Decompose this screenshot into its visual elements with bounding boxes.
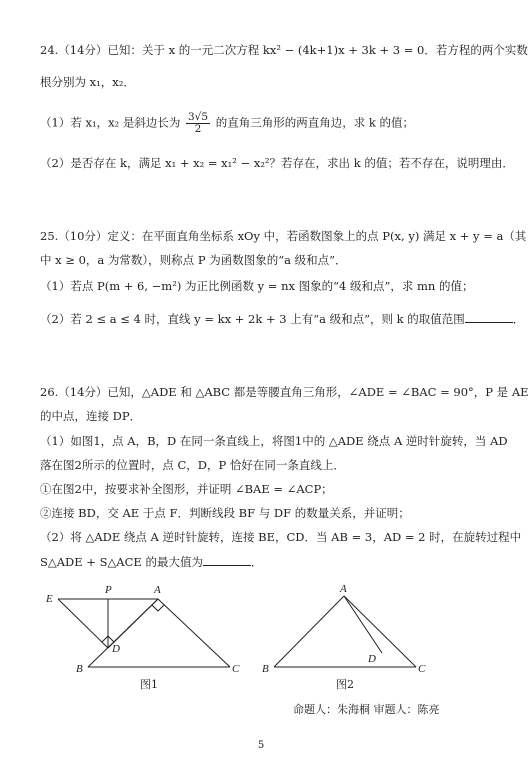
q24-part1 (40, 112, 494, 135)
q24-part2: （2）是否存在 k，满足 x₁ + x₂ = x₁² − x₂²？若存在，求出 k 的值；若不存在，说明理由． (40, 156, 514, 170)
q26-part1d: ②连接 BD，交 AE 于点 F．判断线段 BF 与 DF 的数量关系，并证明； (40, 506, 410, 520)
q25-part2 (40, 310, 525, 327)
segment-BA (88, 599, 158, 667)
segment-ED (58, 599, 108, 648)
figure-2-caption: 图2 (336, 678, 354, 691)
label-A: A (340, 583, 347, 595)
right-angle-mark-A (152, 605, 164, 611)
q24-part1-pre: （1）若 x₁，x₂ 是斜边长为 (40, 115, 181, 130)
q25-header: 25.（10分）定义：在平面直角坐标系 xOy 中，若函数图象上的点 P(x, y) 满足 x + y = a（其 (40, 229, 527, 243)
label-A: A (154, 584, 161, 596)
q26-header-cont: 的中点，连接 DP． (40, 409, 142, 423)
label-P: P (105, 584, 112, 596)
figure-2-diagram (260, 580, 440, 675)
fraction-denominator: 2 (194, 123, 202, 135)
q24-header-cont: 根分别为 x₁，x₂． (40, 75, 135, 89)
author-credit: 命题人：朱海桐 审题人：陈亮 (293, 703, 440, 716)
answer-blank (465, 310, 513, 323)
q24-part1-post: 的直角三角形的两直角边，求 k 的值； (215, 115, 414, 130)
q26-part2b-text: S△ADE + S△ACE 的最大值为 (40, 555, 203, 569)
q25-part1: （1）若点 P(m + 6, −m²) 为正比例函数 y = nx 图象的“4 级和点”，求 mn 的值； (40, 279, 474, 293)
q25-part2-text: （2）若 2 ≤ a ≤ 4 时，直线 y = kx + 2k + 3 上有“a 级和点”，则 k 的取值范围 (40, 312, 465, 326)
segment-AB (274, 596, 344, 667)
q26-part2b (40, 553, 494, 570)
q25-header-cont: 中 x ≥ 0，a 为常数），则称点 P 为函数图象的“a 级和点”． (40, 253, 347, 267)
label-C: C (232, 663, 240, 675)
label-B: B (76, 663, 83, 675)
label-E: E (46, 593, 53, 605)
figure-1-caption: 图1 (140, 678, 158, 691)
q26-part2a: （2）将 △ADE 绕点 A 逆时针旋转，连接 BE，CD．当 AB = 3，AD = 2 时，在旋转过程中 (40, 530, 522, 544)
q26-part1b: 落在图2所示的位置时，点 C，D，P 恰好在同一条直线上． (40, 458, 345, 472)
q26-header: 26.（14分）已知，△ADE 和 △ABC 都是等腰直角三角形，∠ADE = ∠BAC = 90°，P 是 AE (40, 385, 529, 399)
answer-blank (203, 553, 251, 566)
segment-AD (344, 596, 382, 653)
segment-AC (344, 596, 416, 667)
figure-1-diagram (40, 580, 250, 675)
label-B: B (262, 663, 269, 675)
page-number: 5 (257, 740, 265, 751)
label-D: D (112, 643, 120, 655)
fraction-3sqrt5-over-2 (186, 112, 210, 135)
segment-AC (158, 599, 230, 667)
label-D: D (368, 653, 376, 665)
fraction-numerator: 3√5 (187, 111, 209, 123)
q26-part1c: ①在图2中，按要求补全图形，并证明 ∠BAE = ∠ACP； (40, 482, 333, 496)
q26-part2b-end: ． (250, 555, 263, 569)
q26-part1a: （1）如图1，点 A，B，D 在同一条直线上，将图1中的 △ADE 绕点 A 逆时针旋转，当 AD (40, 434, 508, 448)
q25-part2-end: ． (512, 312, 525, 326)
q24-header: 24.（14分）已知：关于 x 的一元二次方程 kx² − (4k+1)x + 3k + 3 = 0．若方程的两个实数 (40, 43, 528, 57)
label-C: C (418, 663, 426, 675)
